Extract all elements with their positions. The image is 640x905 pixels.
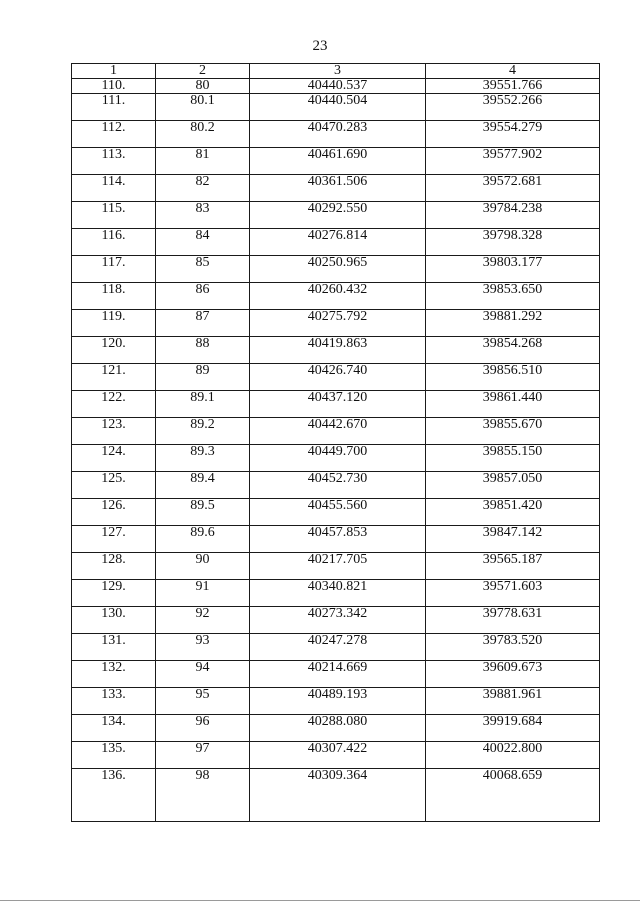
table-cell-col-2: 82 (156, 175, 250, 202)
table-row (72, 526, 600, 553)
table-cell-col-1: 122. (72, 391, 156, 418)
table-cell-col-2: 90 (156, 553, 250, 580)
table-cell-col-4: 39855.670 (426, 418, 600, 445)
table-cell-col-1: 112. (72, 121, 156, 148)
table-cell-col-4: 39857.050 (426, 472, 600, 499)
table-cell-col-1: 113. (72, 148, 156, 175)
table-cell-col-1: 110. (72, 79, 156, 94)
table-cell-col-3: 40419.863 (250, 337, 426, 364)
page-bottom-border (0, 900, 640, 901)
table-row (72, 661, 600, 688)
table-row (72, 256, 600, 283)
table-row (72, 202, 600, 229)
table-cell-col-3: 40440.537 (250, 79, 426, 94)
table-cell-col-2: 89.1 (156, 391, 250, 418)
table-cell-col-1: 117. (72, 256, 156, 283)
table-cell-col-4: 39881.961 (426, 688, 600, 715)
table-cell-col-1: 134. (72, 715, 156, 742)
table-cell-col-3: 40440.504 (250, 94, 426, 121)
table-cell-col-3: 40309.364 (250, 769, 426, 822)
table-cell-col-4: 39577.902 (426, 148, 600, 175)
table-cell-col-2: 85 (156, 256, 250, 283)
table-cell-col-1: 136. (72, 769, 156, 822)
table-row (72, 229, 600, 256)
table-cell-col-4: 39572.681 (426, 175, 600, 202)
table-cell-col-2: 80.1 (156, 94, 250, 121)
table-cell-col-2: 91 (156, 580, 250, 607)
table-cell-col-3: 40247.278 (250, 634, 426, 661)
table-cell-col-1: 119. (72, 310, 156, 337)
table-cell-col-3: 40276.814 (250, 229, 426, 256)
table-cell-col-3: 40442.670 (250, 418, 426, 445)
table-row (72, 472, 600, 499)
table-cell-col-3: 40288.080 (250, 715, 426, 742)
table-cell-col-2: 89.3 (156, 445, 250, 472)
table-cell-col-1: 121. (72, 364, 156, 391)
table-cell-col-3: 40307.422 (250, 742, 426, 769)
table-cell-col-4: 39861.440 (426, 391, 600, 418)
table-cell-col-2: 89.5 (156, 499, 250, 526)
table-cell-col-2: 89.2 (156, 418, 250, 445)
table-cell-col-4: 40068.659 (426, 769, 600, 822)
table-cell-col-2: 98 (156, 769, 250, 822)
table-cell-col-1: 118. (72, 283, 156, 310)
table-cell-col-4: 39854.268 (426, 337, 600, 364)
table-row (72, 418, 600, 445)
table-row (72, 310, 600, 337)
table-cell-col-3: 40361.506 (250, 175, 426, 202)
table-cell-col-4: 39919.684 (426, 715, 600, 742)
table-cell-col-1: 131. (72, 634, 156, 661)
table-cell-col-3: 40457.853 (250, 526, 426, 553)
table-cell-col-4: 39784.238 (426, 202, 600, 229)
table-cell-col-3: 40214.669 (250, 661, 426, 688)
table-cell-col-2: 80.2 (156, 121, 250, 148)
table-row (72, 499, 600, 526)
table-cell-col-4: 39565.187 (426, 553, 600, 580)
table-cell-col-1: 132. (72, 661, 156, 688)
header-cell-3: 3 (250, 64, 426, 79)
table-cell-col-2: 96 (156, 715, 250, 742)
table-cell-col-4: 39851.420 (426, 499, 600, 526)
table-row (72, 634, 600, 661)
table-cell-col-2: 97 (156, 742, 250, 769)
table-cell-col-4: 39855.150 (426, 445, 600, 472)
table-cell-col-1: 125. (72, 472, 156, 499)
table-cell-col-3: 40340.821 (250, 580, 426, 607)
table-row (72, 445, 600, 472)
table-cell-col-2: 89 (156, 364, 250, 391)
table-cell-col-3: 40437.120 (250, 391, 426, 418)
table-cell-col-2: 83 (156, 202, 250, 229)
table-cell-col-1: 111. (72, 94, 156, 121)
table-cell-col-4: 39778.631 (426, 607, 600, 634)
header-row (72, 64, 600, 79)
table-cell-col-1: 116. (72, 229, 156, 256)
table-cell-col-4: 40022.800 (426, 742, 600, 769)
table-cell-col-3: 40275.792 (250, 310, 426, 337)
table-cell-col-4: 39856.510 (426, 364, 600, 391)
table-row (72, 94, 600, 121)
table-cell-col-2: 84 (156, 229, 250, 256)
table-cell-col-3: 40250.965 (250, 256, 426, 283)
table-row (72, 742, 600, 769)
table-row (72, 769, 600, 822)
table-row (72, 148, 600, 175)
table-row (72, 175, 600, 202)
table-cell-col-2: 94 (156, 661, 250, 688)
header-cell-1: 1 (72, 64, 156, 79)
table-cell-col-4: 39554.279 (426, 121, 600, 148)
table-cell-col-2: 86 (156, 283, 250, 310)
table-cell-col-2: 95 (156, 688, 250, 715)
table-row (72, 715, 600, 742)
table-row (72, 607, 600, 634)
header-cell-2: 2 (156, 64, 250, 79)
table-cell-col-3: 40470.283 (250, 121, 426, 148)
table-row (72, 688, 600, 715)
table-cell-col-4: 39552.266 (426, 94, 600, 121)
table-cell-col-1: 133. (72, 688, 156, 715)
table-cell-col-4: 39847.142 (426, 526, 600, 553)
table-cell-col-3: 40292.550 (250, 202, 426, 229)
table-cell-col-4: 39783.520 (426, 634, 600, 661)
table-cell-col-1: 115. (72, 202, 156, 229)
table-cell-col-4: 39609.673 (426, 661, 600, 688)
table-cell-col-1: 126. (72, 499, 156, 526)
table-cell-col-1: 123. (72, 418, 156, 445)
table-cell-col-1: 127. (72, 526, 156, 553)
table-row (72, 121, 600, 148)
table-cell-col-4: 39853.650 (426, 283, 600, 310)
table-row (72, 364, 600, 391)
table-cell-col-1: 114. (72, 175, 156, 202)
page-number: 23 (312, 38, 328, 54)
table-cell-col-3: 40449.700 (250, 445, 426, 472)
table-row (72, 391, 600, 418)
table-body (72, 79, 600, 822)
table-cell-col-1: 130. (72, 607, 156, 634)
header-cell-4: 4 (426, 64, 600, 79)
table-cell-col-4: 39571.603 (426, 580, 600, 607)
table-cell-col-3: 40217.705 (250, 553, 426, 580)
table-cell-col-1: 120. (72, 337, 156, 364)
table-cell-col-1: 135. (72, 742, 156, 769)
coordinates-table (71, 63, 600, 822)
table-cell-col-4: 39551.766 (426, 79, 600, 94)
table-cell-col-2: 92 (156, 607, 250, 634)
table-cell-col-2: 89.4 (156, 472, 250, 499)
table-cell-col-3: 40455.560 (250, 499, 426, 526)
table-cell-col-1: 124. (72, 445, 156, 472)
table-cell-col-2: 80 (156, 79, 250, 94)
table-cell-col-2: 81 (156, 148, 250, 175)
table-cell-col-2: 87 (156, 310, 250, 337)
table-cell-col-1: 129. (72, 580, 156, 607)
table-cell-col-2: 89.6 (156, 526, 250, 553)
table-row (72, 553, 600, 580)
table-cell-col-3: 40452.730 (250, 472, 426, 499)
table-cell-col-2: 93 (156, 634, 250, 661)
table-cell-col-4: 39881.292 (426, 310, 600, 337)
table-cell-col-4: 39798.328 (426, 229, 600, 256)
table-row (72, 283, 600, 310)
table-cell-col-3: 40461.690 (250, 148, 426, 175)
table-cell-col-3: 40426.740 (250, 364, 426, 391)
table-row (72, 337, 600, 364)
table-cell-col-3: 40273.342 (250, 607, 426, 634)
table-row (72, 580, 600, 607)
table-cell-col-1: 128. (72, 553, 156, 580)
table-cell-col-4: 39803.177 (426, 256, 600, 283)
table-cell-col-3: 40489.193 (250, 688, 426, 715)
table-cell-col-3: 40260.432 (250, 283, 426, 310)
table-cell-col-2: 88 (156, 337, 250, 364)
table-row (72, 79, 600, 94)
